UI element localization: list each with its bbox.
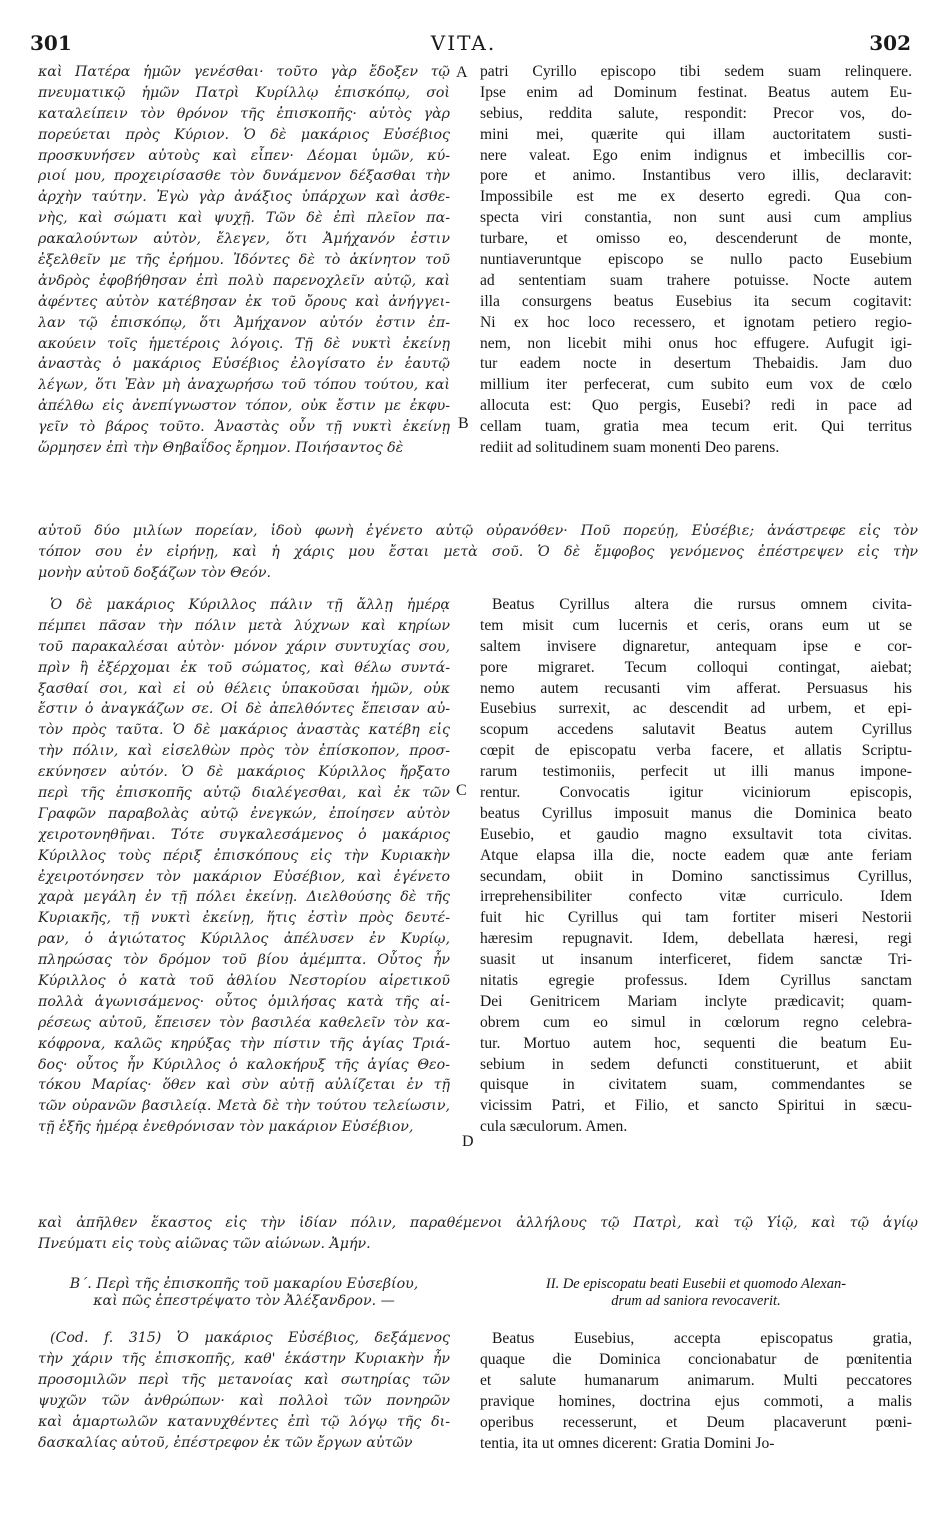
- greek-section-heading: [38, 1276, 450, 1310]
- text-line: τόπον σου ἐν εἰρήνῃ, καὶ ἡ χάρις μου ἔσται μετὰ σοῦ. Ὁ δὲ ἔμφοβος γενόμενος ἐπέστρεψεν εἰς τὴν: [38, 543, 918, 560]
- greek-column-section: [38, 1328, 450, 1454]
- text-line: quisque in civitatem suam, commendantes se: [480, 1076, 912, 1094]
- text-line: hæresim repugnavit. Idem, debellata hæresi, regi: [480, 930, 912, 948]
- text-line: secundam, obiit in Domino sanctissimus Cyrillus,: [480, 867, 912, 885]
- text-line: nemo autem recusanti vim afferat. Persuasus his: [480, 679, 912, 697]
- text-line: πολλὰ ἀγωνισάμενος· οὗτος ὁμιλήσας κατὰ τῆς αἱ-: [38, 993, 450, 1010]
- text-line: πέμπει πᾶσαν τὴν πόλιν μετὰ λύχνων καὶ κηρίων: [38, 617, 450, 634]
- text-line: nem, non licebit mihi onus hoc effugere. Aufugit igi-: [480, 334, 912, 352]
- text-line: καὶ Πατέρα ἡμῶν γενέσθαι· τοῦτο γὰρ ἔδοξεν τῷ: [38, 64, 450, 80]
- text-line: tur eadem nocte in desertum Thebaidis. Jam duo: [480, 355, 912, 373]
- text-line: ρέσεως αὐτοῦ, ἔπεισεν τὸν βασιλέα καθελεῖν τὸν κα-: [38, 1014, 450, 1031]
- text-line: turbare, et omisso eo, descenderunt de monte,: [480, 230, 912, 248]
- text-line: καὶ ἀπῆλθεν ἕκαστος εἰς τὴν ἰδίαν πόλιν, παραθέμενοι ἀλλήλους τῷ Πατρὶ, καὶ τῷ Υἱῷ, καὶ τῷ ἁγίῳ: [38, 1215, 918, 1231]
- text-line: ἀναστὰς ὁ μακάριος Εὐσέβιος ἐλογίσατο ἐν ἑαυτῷ: [38, 356, 450, 373]
- text-line: πρὶν ἢ ἐξέρχομαι ἐκ τοῦ σώματος, καὶ θέλω συντά-: [38, 659, 450, 676]
- margin-marker-b: B: [458, 415, 469, 432]
- latin-column-section: [480, 1328, 912, 1454]
- text-line: Κύριλλος ὁ κατὰ τοῦ ἀθλίου Νεστορίου αἱρετικοῦ: [38, 973, 450, 990]
- text-line: quaque die Dominica concionabatur de pœnitentia: [480, 1351, 912, 1368]
- text-line: πνευματικῷ ἡμῶν Πατρὶ Κυρίλλῳ ἐπισκόπῳ, σοὶ: [38, 84, 450, 101]
- text-line: saltem invisere dignaretur, antequam ipse e cor-: [480, 637, 912, 655]
- text-line: αὐτοῦ δύο μιλίων πορείαν, ἰδοὺ φωνὴ ἐγένετο αὐτῷ οὐρανόθεν· Ποῦ πορεύῃ, Εὐσέβιε; ἀνάστρεφε εἰς τὸν: [38, 523, 918, 539]
- text-line: Eusebius surrexit, ac descendit ad urbem, et epi-: [480, 700, 912, 718]
- text-line: λέγων, ὅτι Ἐὰν μὴ ἀναχωρήσω τοῦ τόπου τούτου, καὶ: [38, 377, 450, 394]
- greek-full-width-lines-1: [38, 521, 918, 584]
- text-line: Eusebio, et gaudio magno exsultavit tota civitas.: [480, 825, 912, 843]
- text-line: Ipse enim ad Dominum festinat. Beatus autem Eu-: [480, 83, 912, 101]
- text-line: δος· οὗτος ἦν Κύριλλος ὁ καλοκήρυξ τῆς ἁγίας Θεο-: [38, 1056, 450, 1073]
- text-line: χειροτονηθῆναι. Τότε συγκαλεσάμενος ὁ μακάριος: [38, 826, 450, 843]
- text-line: et salute humanarum animarum. Multi peccatores: [480, 1372, 912, 1389]
- text-line: ψυχῶν τῶν ἀνθρώπων· καὶ πολλοὶ τῶν πονηρῶν: [38, 1393, 450, 1409]
- text-line: cœpit de episcopatu verba facere, et allatis Scriptu-: [480, 742, 912, 760]
- text-line: δασκαλίας αὐτοῦ, ἐπέστρεφον ἐκ τῶν ἔργων αὐτῶν: [38, 1435, 413, 1451]
- text-line: Κύριλλος τοὺς πέριξ ἐπισκόπους εἰς τὴν Κυριακὴν: [38, 847, 450, 864]
- text-line: pravique homines, doctrina ejus commoti, a malis: [480, 1393, 912, 1410]
- text-line: Beatus Cyrillus altera die rursus omnem civita-: [492, 596, 912, 613]
- text-line: obrem cum eo simul in cœlorum regno celebra-: [480, 1013, 912, 1031]
- text-line: nuntiaveruntque episcopo se nullo pacto Eusebium: [480, 251, 912, 269]
- text-line: Β΄. Περὶ τῆς ἐπισκοπῆς τοῦ μακαρίου Εὐσεβίου,: [69, 1276, 419, 1292]
- text-line: λαν τῷ ἐπισκόπῳ, ὅτι Ἀμήχανον αὐτόν ἐστιν ἐπ-: [38, 314, 450, 331]
- greek-column-block-1: [38, 62, 450, 459]
- text-line: rentur. Convocatis igitur viciniorum episcopis,: [480, 784, 912, 802]
- text-line: pore migraret. Tecum colloqui contingat, aiebat;: [480, 658, 912, 676]
- text-line: illa consurgens beatus Eusebius ita secum cogitavit:: [480, 292, 912, 310]
- text-line: ἔστιν ὁ ἀναγκάζων σε. Οἱ δὲ ἀπελθόντες ἔπεισαν αὐ-: [38, 701, 450, 718]
- text-line: Ni ex hoc loco recessero, et ignotam petiero regio-: [480, 313, 912, 331]
- text-line: ρακαλούντων αὐτὸν, ἔλεγεν, ὅτι Ἀμήχανόν ἐστιν: [38, 231, 450, 248]
- margin-marker-d: D: [462, 1133, 474, 1150]
- text-line: γεῖν τὸ βάρος τοῦτο. Ἀναστὰς οὖν τῇ νυκτὶ ἐκείνῃ: [38, 419, 450, 436]
- running-title: VITA.: [430, 31, 497, 55]
- latin-section-heading: [480, 1276, 912, 1310]
- text-line: περὶ τῆς ἐπισκοπῆς αὐτῷ διαλέγεσθαι, καὶ ἐκ τῶν: [38, 785, 450, 802]
- text-line: rediit ad solitudinem suam monenti Deo parens.: [480, 439, 780, 457]
- text-line: Impossibile est me ex deserto egredi. Qua con-: [480, 188, 912, 206]
- text-line: fuit hic Cyrillus qui tam fortiter miseri Nestorii: [480, 909, 912, 927]
- text-line: εκύνησεν αὐτόν. Ὁ δὲ μακάριος Κύριλλος ἤρξατο: [38, 764, 450, 781]
- text-line: πληρώσας τὸν δρόμον τοῦ βίου ἀμέμπτα. Οὗτος ἦν: [38, 952, 450, 969]
- greek-column-block-2: [38, 595, 450, 1138]
- right-page-number: 302: [869, 31, 911, 55]
- text-line: II. De episcopatu beati Eusebii et quomodo Alexan-: [545, 1276, 847, 1292]
- text-line: ad sententiam suam trahere potuisse. Nocte autem: [480, 271, 912, 289]
- text-line: καταλείπειν τὸν θρόνον τῆς ἐπισκοπῆς· αὐτὸς γὰρ: [38, 105, 450, 122]
- text-line: pore et animo. Instantibus vero illis, declaravit:: [480, 167, 912, 185]
- text-line: τὴν χάριν τῆς ἐπισκοπῆς, καθ' ἑκάστην Κυριακὴν ἦν: [38, 1351, 450, 1367]
- text-line: Dei Genitricem Mariam inclyte prædicavit; quam-: [480, 992, 912, 1010]
- text-line: tur. Mortuo autem hoc, sequenti die beatum Eu-: [480, 1034, 912, 1052]
- text-line: Πνεύματι εἰς τοὺς αἰῶνας τῶν αἰώνων. Ἀμήν.: [38, 1235, 371, 1252]
- text-line: irreprehensibiliter confecto vitæ curriculo. Idem: [480, 888, 912, 906]
- text-line: ραν, ὁ ἁγιώτατος Κύριλλος ἀπέλυσεν ἐν Κυρίῳ,: [38, 931, 450, 948]
- text-line: τοῦ παρακαλέσαι αὐτὸν· μόνον χάριν συντυχίας σου,: [38, 638, 450, 655]
- text-line: Κυριακῆς, τῇ νυκτὶ ἐκείνῃ, ἥτις ἐστὶν πρὸς δευτέ-: [38, 910, 450, 927]
- margin-marker-a: A: [456, 64, 468, 81]
- latin-column-block-1: [480, 62, 912, 459]
- text-line: nitatis egregie professus. Idem Cyrillus sanctam: [480, 972, 912, 990]
- text-line: rarum testimoniis, perfecit ut illi manus imponе-: [480, 763, 912, 781]
- text-line: προσομιλῶν περὶ τῆς μετανοίας καὶ σωτηρίας τῶν: [38, 1372, 450, 1388]
- text-line: ἀρχὴν ταύτην. Ἐγὼ γὰρ ἀνάξιος ὑπάρχων καὶ ἀσθε-: [38, 189, 450, 206]
- text-line: nere valeat. Ego enim indignus et imbecillis cor-: [480, 146, 912, 164]
- text-line: νὴς, καὶ σώματι καὶ ψυχῇ. Τῶν δὲ ἐπὶ πλεῖον πα-: [38, 210, 450, 227]
- text-line: ξασθαί σοι, καὶ εἰ οὐ θέλεις ὑπακοῦσαι ἡμῶν, οὐκ: [38, 680, 450, 697]
- text-line: sebius, reddita salute, respondit: Precor vos, do-: [480, 104, 912, 122]
- margin-marker-c: C: [456, 782, 467, 799]
- text-line: millium iter perfecerat, cum subito eum vox de cœlo: [480, 376, 912, 394]
- text-line: suasit ut insanum interficeret, fidem sanctæ Tri-: [480, 951, 912, 969]
- text-line: ακούειν τοῖς ἡμετέροις λόγοις. Τῇ δὲ νυκτὶ ἐκείνῃ: [38, 335, 450, 352]
- text-line: Beatus Eusebius, accepta episcopatus gratia,: [492, 1330, 912, 1347]
- text-line: Atque elapsa illa die, nocte eadem quæ ante feriam: [480, 846, 912, 864]
- text-line: scopum accedens salutavit Beatus autem Cyrillus: [480, 721, 912, 739]
- text-line: τόκου Μαρίας· ὅθεν καὶ σὺν αὐτῇ αὐλίζεται ἐν τῇ: [38, 1077, 450, 1094]
- greek-full-width-lines-2: [38, 1213, 918, 1255]
- text-line: Γραφῶν παραβολὰς αὐτῷ ἐνεγκών, ἐποίησεν αὐτὸν: [38, 805, 450, 822]
- text-line: vicissim Patri, et Filio, et sancto Spiritui in sæcu-: [480, 1097, 912, 1115]
- text-line: πορεύεται πρὸς Κύριον. Ὁ δὲ μακάριος Εὐσέβιος: [38, 126, 450, 143]
- text-line: beatus Cyrillus imposuit manus die Dominica beato: [480, 804, 912, 822]
- text-line: κόφρονα, καλῶς κηρύξας τὴν πίστιν τῆς ἁγίας Τριά-: [38, 1035, 450, 1052]
- text-line: (Cod. f. 315) Ὁ μακάριος Εὐσέβιος, δεξάμενος: [50, 1330, 450, 1346]
- text-line: τῇ ἑξῆς ἡμέρᾳ ἐνεθρόνισαν τὸν μακάριον Εὐσέβιον,: [38, 1119, 414, 1136]
- text-line: ἀφέντες αὐτὸν κατέβησαν ἐκ τοῦ ὄρους καὶ ἀνήγγει-: [38, 293, 450, 310]
- text-line: καὶ ἁμαρτωλῶν κατανυχθέντες ἐπὶ τῷ λόγῳ τῆς δι-: [38, 1414, 450, 1430]
- text-line: operibus recesserunt, et Deum placaverunt pœni-: [480, 1414, 912, 1431]
- left-page-number: 301: [30, 31, 72, 55]
- text-line: allocuta est: Quo pergis, Eusebi? redi in pace ad: [480, 397, 912, 415]
- text-line: tentia, ita ut omnes dicerent: Gratia Domini Jo-: [480, 1435, 775, 1452]
- text-line: ἀπέλθω εἰς ἀνεπίγνωστον τόπον, οὐκ ἔστιν με ἐκφυ-: [38, 398, 450, 415]
- text-line: μονὴν αὐτοῦ δοξάζων τὸν Θεόν.: [38, 564, 272, 581]
- text-line: ὥρμησεν ἐπὶ τὴν Θηβαΐδος ἔρημον. Ποιήσαντος δὲ: [38, 440, 404, 457]
- text-line: τὴν πόλιν, καὶ εἰσελθὼν πρὸς τὸν ἐπίσκοπον, προσ-: [38, 743, 450, 760]
- text-line: χαρὰ μεγάλη ἐν τῇ πόλει ἐκείνῃ. Διελθούσης δὲ τῆς: [38, 889, 450, 906]
- text-line: specta viri constantia, non sunt ausi cum amplius: [480, 209, 912, 227]
- text-line: mini mei, quærite qui illam auctoritatem susti-: [480, 125, 912, 143]
- text-line: προσκυνήσεν αὐτοὺς καὶ εἶπεν· Δέομαι ὑμῶν, κύ-: [38, 147, 450, 164]
- text-line: tem misit cum lucernis et ceris, orans eum ut se: [480, 616, 912, 634]
- text-line: ἐξελθεῖν με τῆς ἐρήμου. Ἰδόντες δὲ τὸ ἀκίνητον τοῦ: [38, 252, 450, 269]
- text-line: patri Cyrillo episcopo tibi sedem suam relinquere.: [480, 63, 912, 80]
- text-line: cula sæculorum. Amen.: [480, 1118, 628, 1136]
- text-line: τῶν οὐρανῶν βασιλείᾳ. Μετὰ δὲ τὴν τούτου τελείωσιν,: [38, 1098, 450, 1115]
- text-line: Ὁ δὲ μακάριος Κύριλλος πάλιν τῇ ἄλλῃ ἡμέρᾳ: [50, 597, 450, 613]
- latin-column-block-2: [480, 595, 912, 1138]
- text-line: ἐχειροτόνησεν τὸν μακάριον Εὐσέβιον, καὶ ἐγένετο: [38, 868, 450, 885]
- text-line: sebium in sedem defuncti constituerunt, et abiit: [480, 1055, 912, 1073]
- text-line: ριοί μου, προχειρίσασθε τὸν δυνάμενον δέξασθαι τὴν: [38, 168, 450, 185]
- text-line: ἀνδρὸς ἐφοβήθησαν ἐπὶ πολὺ παρενοχλεῖν αὐτῷ, καὶ: [38, 272, 450, 289]
- text-line: καὶ πῶς ἐπεστρέψατο τὸν Ἀλέξανδρον. —: [93, 1293, 395, 1309]
- text-line: drum ad saniora revocaverit.: [611, 1293, 781, 1309]
- text-line: cellam tuam, gratia mea tecum erit. Qui territus: [480, 418, 912, 436]
- text-line: τὸν πρὸς ταῦτα. Ὁ δὲ μακάριος ἀναστὰς κατέβη εἰς: [38, 722, 450, 739]
